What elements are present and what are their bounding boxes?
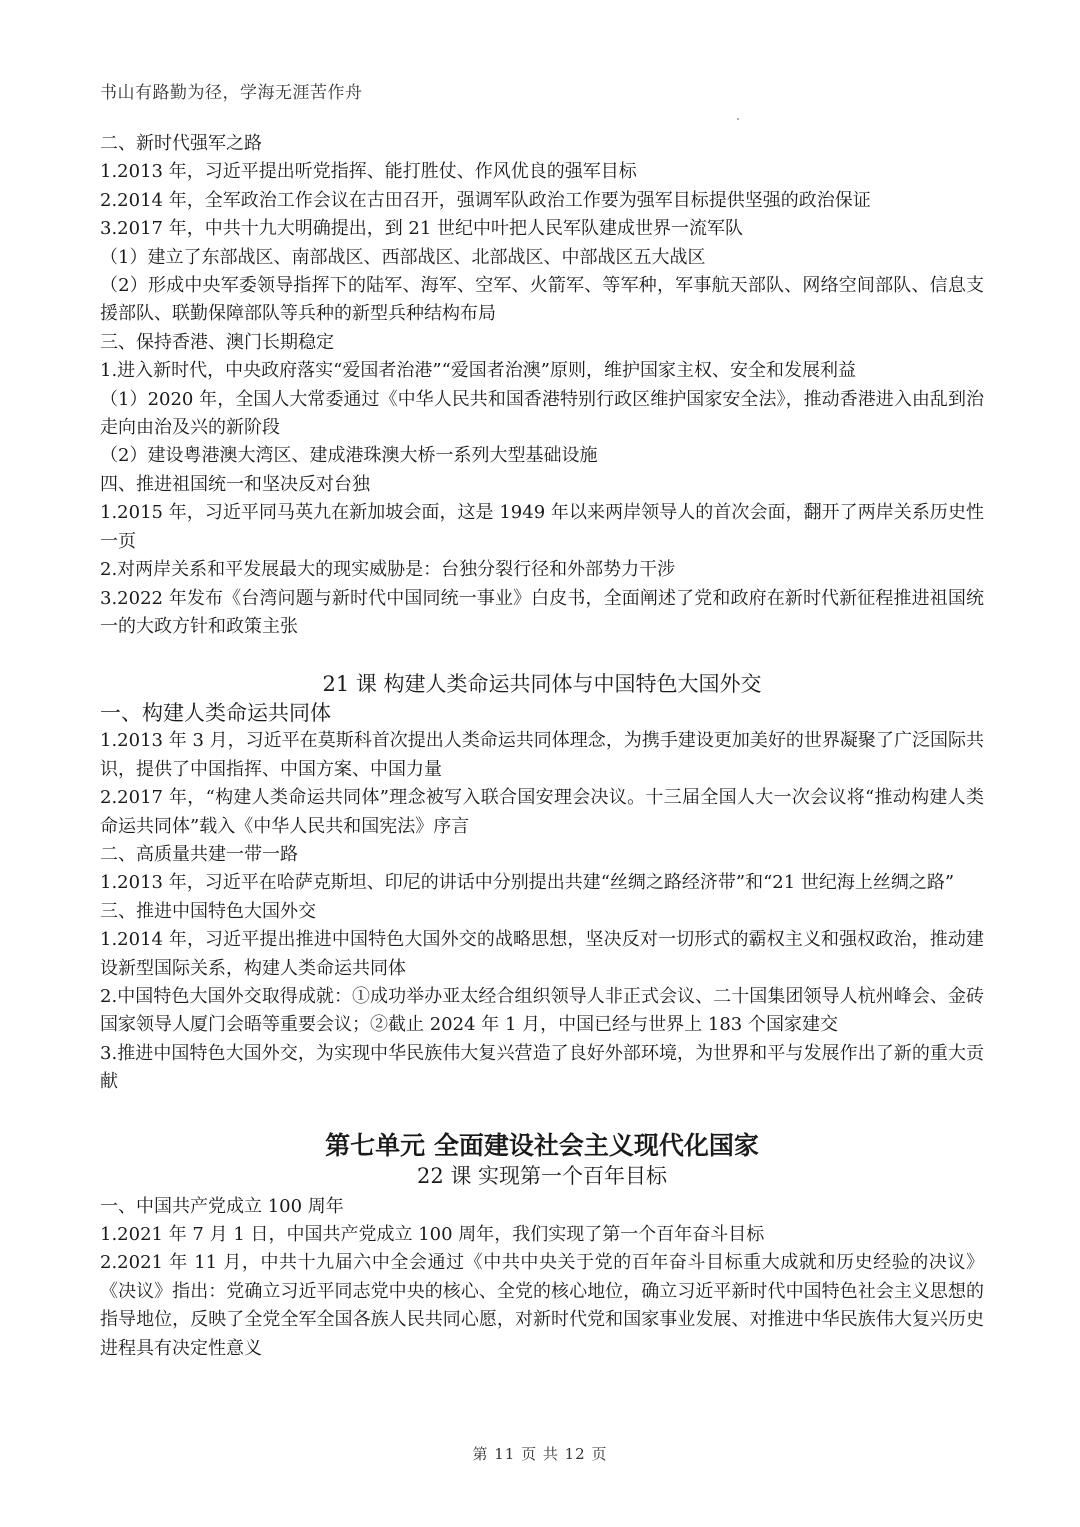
section-title: 三、保持香港、澳门长期稳定 (100, 331, 334, 353)
unit-7-title: 第七单元 全面建设社会主义现代化国家 (325, 1130, 759, 1160)
paragraph: 1.2021 年 7 月 1 日，中国共产党成立 100 周年，我们实现了第一个百年奋斗目标 (100, 1224, 765, 1245)
section-title: 三、推进中国特色大国外交 (100, 900, 316, 922)
header-motto: 书山有路勤为径，学海无涯苦作舟 (100, 83, 363, 103)
section-title: 四、推进祖国统一和坚决反对台独 (100, 473, 370, 495)
paragraph: 2.2017 年，“构建人类命运共同体”理念被写入联合国安理会决议。十三届全国人大一次会议将“推动构建人类命运共同体”载入《中华人民共和国宪法》序言 (100, 787, 984, 837)
paragraph: 1.2013 年，习近平在哈萨克斯坦、印尼的讲话中分别提出共建“丝绸之路经济带”和“21 世纪海上丝绸之路” (100, 872, 955, 894)
paragraph: 2.2021 年 11 月，中共十九届六中全会通过《中共中央关于党的百年奋斗目标重大成就和历史经验的决议》《决议》指出：党确立习近平同志党中央的核心、全党的核心地位，确立习近平新时代中国特色社会主义思想的指导地位，反映了全党全军全国各族人民共同心愿，对新时代党和国家事业发展、对推进中华民族伟大复兴历史进程具有决定性意义 (100, 1252, 984, 1359)
paragraph: （1）建立了东部战区、南部战区、西部战区、北部战区、中部战区五大战区 (100, 246, 706, 268)
paragraph: （2）形成中央军委领导指挥下的陆军、海军、空军、火箭军、等军种，军事航天部队、网络空间部队、信息支援部队、联勤保障部队等兵种的新型兵种结构布局 (100, 275, 984, 325)
lesson-21-title: 21 课 构建人类命运共同体与中国特色大国外交 (322, 672, 762, 697)
paragraph: 2.对两岸关系和平发展最大的现实威胁是：台独分裂行径和外部势力干涉 (100, 559, 676, 581)
section-title: 一、中国共产党成立 100 周年 (100, 1195, 344, 1217)
paragraph: 1.2014 年，习近平提出推进中国特色大国外交的战略思想，坚决反对一切形式的霸权主义和强权政治，推动建设新型国际关系，构建人类命运共同体 (100, 929, 984, 979)
paragraph: 1.进入新时代，中央政府落实“爱国者治港”“爱国者治澳”原则，维护国家主权、安全和发展利益 (100, 360, 856, 382)
section-title: 一、构建人类命运共同体 (100, 701, 331, 726)
paragraph: （1）2020 年，全国人大常委通过《中华人民共和国香港特别行政区维护国家安全法》，推动香港进入由乱到治走向由治及兴的新阶段 (100, 388, 984, 439)
paragraph: 3.推进中国特色大国外交，为实现中华民族伟大复兴营造了良好外部环境，为世界和平与发展作出了新的重大贡献 (100, 1042, 984, 1093)
paragraph: 3.2022 年发布《台湾问题与新时代中国同统一事业》白皮书，全面阐述了党和政府在新时代新征程推进祖国统一的大政方针和政策主张 (100, 587, 984, 637)
paragraph: （2）建设粤港澳大湾区、建成港珠澳大桥一系列大型基础设施 (100, 445, 598, 467)
section-title: 二、新时代强军之路 (100, 133, 262, 154)
paragraph: 3.2017 年，中共十九大明确提出，到 21 世纪中叶把人民军队建成世界一流军队 (100, 218, 744, 240)
section-title: 二、高质量共建一带一路 (100, 843, 298, 865)
page-content (100, 130, 984, 1363)
paragraph: 1.2013 年，习近平提出听党指挥、能打胜仗、作风优良的强军目标 (100, 161, 637, 183)
scan-speck (737, 118, 739, 120)
paragraph: 2.2014 年，全军政治工作会议在古田召开，强调军队政治工作要为强军目标提供坚强的政治保证 (100, 189, 871, 211)
lesson-22-title: 22 课 实现第一个百年目标 (416, 1163, 668, 1188)
paragraph: 2.中国特色大国外交取得成就：①成功举办亚太经合组织领导人非正式会议、二十国集团领导人杭州峰会、金砖国家领导人厦门会晤等重要会议；②截止 2024 年 1 月，中国已经与世界上 183 个国家建交 (100, 985, 984, 1036)
page-number-footer: 第 11 页 共 12 页 (472, 1445, 608, 1463)
paragraph: 1.2013 年 3 月，习近平在莫斯科首次提出人类命运共同体理念，为携手建设更加美好的世界凝聚了广泛国际共识，提供了中国指挥、中国方案、中国力量 (100, 730, 984, 780)
paragraph: 1.2015 年，习近平同马英九在新加坡会面，这是 1949 年以来两岸领导人的首次会面，翻开了两岸关系历史性一页 (100, 502, 984, 552)
